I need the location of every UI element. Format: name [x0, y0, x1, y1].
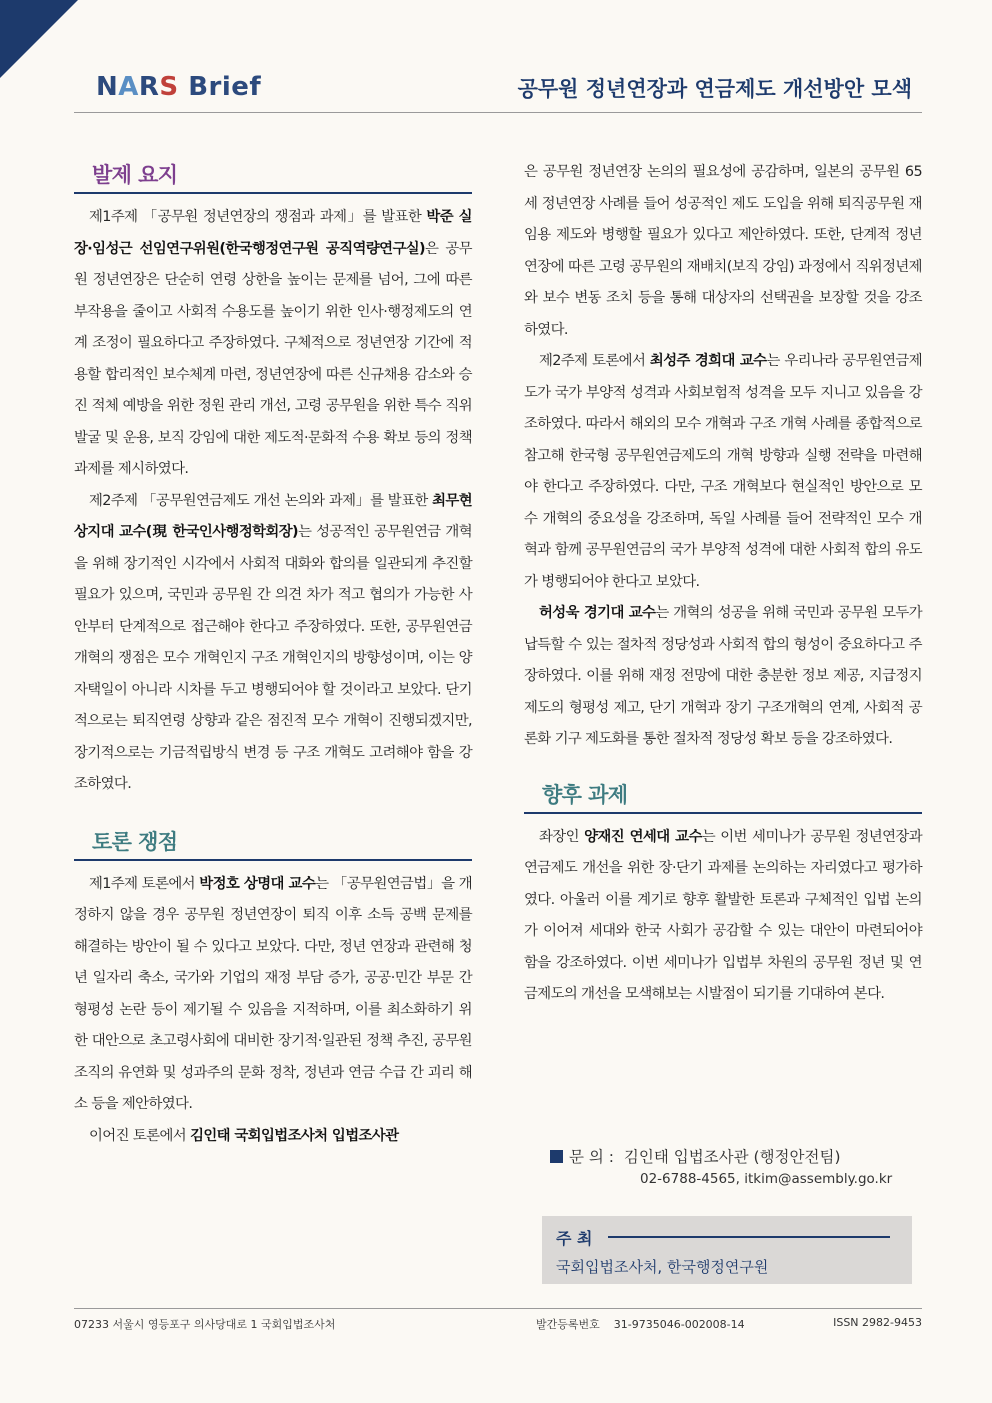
- section-heading-summary: 발제 요지: [74, 158, 472, 194]
- debate-paragraph-1: 제1주제 토론에서 박정호 상명대 교수는 「공무원연금법」을 개정하지 않을 경우 공무원 정년연장이 퇴직 이후 소득 공백 문제를 해결하는 방안이 될 수 있다고 보았다. 다만, 정년 연장과 관련해 청년 일자리 축소, 국가와 기업의 재정 부담 증가, 공공·민간 부문 간 형평성 논란 등이 제기될 수 있음을 지적하며, 이를 최소화하기 위한 대안으로 초고령사회에 대비한 장기적·일관된 정책 추진, 공무원 조직의 유연화 및 성과주의 문화 정착, 정년과 연금 수급 간 괴리 해소 등을 제안하였다.: [74, 875, 472, 1112]
- debate-paragraph-3: 제2주제 토론에서 최성주 경희대 교수는 우리나라 공무원연금제도가 국가 부양적 성격과 사회보험적 성격을 모두 지니고 있음을 강조하였다. 따라서 해외의 모수 개혁과 구조 개혁 사례를 종합적으로 참고해 한국형 공무원연금제도의 개혁 방향과 실행 전략을 마련해야 한다고 주장하였다. 다만, 구조 개혁보다 현실적인 방안으로 모수 개혁의 중요성을 강조하며, 독일 사례를 들어 전략적인 모수 개혁과 함께 공무원연금의 국가 부양적 성격에 대한 사회적 합의 유도가 병행되어야 한다고 보았다.: [524, 353, 922, 590]
- contact-phone-email: 02-6788-4565, itkim@assembly.go.kr: [640, 1171, 893, 1187]
- document-title: 공무원 정년연장과 연금제도 개선방안 모색: [517, 77, 912, 101]
- header-divider: [74, 112, 922, 113]
- summary-paragraph-2: 제2주제 「공무원연금제도 개선 논의와 과제」를 발표한 최무현 상지대 교수(現 한국인사행정학회장)는 성공적인 공무원연금 개혁을 위해 장기적인 시각에서 사회적 대화와 합의를 일관되게 추진할 필요가 있으며, 국민과 공무원 간 의견 차가 적고 협의가 가능한 사안부터 단계적으로 접근해야 한다고 주장하였다. 또한, 공무원연금 개혁의 쟁점은 모수 개혁인지 구조 개혁인지의 방향성이며, 이는 양자택일이 아니라 시차를 두고 병행되어야 할 것이라고 보았다. 단기적으로는 퇴직연령 상향과 같은 점진적 모수 개혁이 진행되겠지만, 장기적으로는 기금적립방식 변경 등 구조 개혁도 고려해야 함을 강조하였다.: [74, 492, 472, 792]
- footer-registration: 발간등록번호 31-9735046-002008-14: [536, 1318, 745, 1331]
- host-label: 주 최: [556, 1229, 593, 1248]
- footer-divider: [74, 1308, 922, 1309]
- future-paragraph-1: 좌장인 양재진 연세대 교수는 이번 세미나가 공무원 정년연장과 연금제도 개선을 위한 장·단기 과제를 논의하는 자리였다고 평가하였다. 아울러 이를 계기로 향후 활발한 토론과 구체적인 입법 논의가 이어져 세대와 한국 사회가 공감할 수 있는 대안이 마련되어야 함을 강조하였다. 이번 세미나가 입법부 차원의 공무원 정년 및 연금제도의 개선을 모색해보는 시발점이 되기를 기대하여 본다.: [524, 828, 922, 1002]
- debate-paragraph-2-start: 이어진 토론에서 김인태 국회입법조사처 입법조사관: [89, 1127, 399, 1144]
- left-column: [74, 158, 472, 1152]
- corner-decoration: [0, 0, 78, 78]
- section-heading-future: 향후 과제: [524, 778, 922, 814]
- debate-paragraph-2-cont: 은 공무원 정년연장 논의의 필요성에 공감하며, 일본의 공무원 65세 정년연장 사례를 들어 성공적인 제도 도입을 위해 퇴직공무원 재임용 제도와 병행할 필요가 있다고 제안하였다. 또한, 단계적 정년 연장에 따른 고령 공무원의 재배치(보직 강임) 과정에서 직위정년제와 보수 변동 조치 등을 통해 대상자의 선택권을 보장할 것을 강조하였다.: [524, 164, 922, 338]
- debate-paragraph-4: 허성욱 경기대 교수는 개혁의 성공을 위해 국민과 공무원 모두가 납득할 수 있는 절차적 정당성과 사회적 합의 형성이 중요하다고 주장하였다. 이를 위해 재정 전망에 대한 충분한 정보 제공, 지급정지제도의 형평성 제고, 단기 개혁과 장기 구조개혁의 연계, 사회적 공론화 기구 제도화를 통한 절차적 정당성 확보 등을 강조하였다.: [524, 605, 922, 747]
- section-heading-debate: 토론 쟁점: [74, 825, 472, 861]
- footer-issn: ISSN 2982-9453: [833, 1316, 922, 1329]
- right-column: [524, 157, 922, 1011]
- host-divider: [608, 1236, 890, 1238]
- summary-paragraph-1: 제1주제 「공무원 정년연장의 쟁점과 과제」를 발표한 박준 실장·임성근 선임연구위원(한국행정연구원 공직역량연구실)은 공무원 정년연장은 단순히 연령 상한을 높이는 문제를 넘어, 그에 따른 부작용을 줄이고 사회적 수용도를 높이기 위한 인사·행정제도의 연계 조정이 필요하다고 주장하였다. 구체적으로 정년연장 기간에 적용할 합리적인 보수체계 마련, 정년연장에 따른 신규채용 감소와 승진 적체 예방을 위한 정원 관리 개선, 고령 공무원을 위한 특수 직위 발굴 및 운용, 보직 강임에 대한 제도적·문화적 수용 확보 등의 정책 과제를 제시하였다.: [74, 209, 472, 477]
- square-bullet-icon: [550, 1150, 563, 1163]
- host-value: 국회입법조사처, 한국행정연구원: [556, 1258, 769, 1276]
- footer-address: 07233 서울시 영등포구 의사당대로 1 국회입법조사처: [74, 1318, 336, 1331]
- contact-info: 문 의 : 김인태 입법조사관 (행정안전팀) 02-6788-4565, itkim@assembly.go.kr: [550, 1145, 892, 1187]
- nars-brief-logo: NARS Brief: [96, 72, 262, 102]
- host-box: [542, 1216, 912, 1284]
